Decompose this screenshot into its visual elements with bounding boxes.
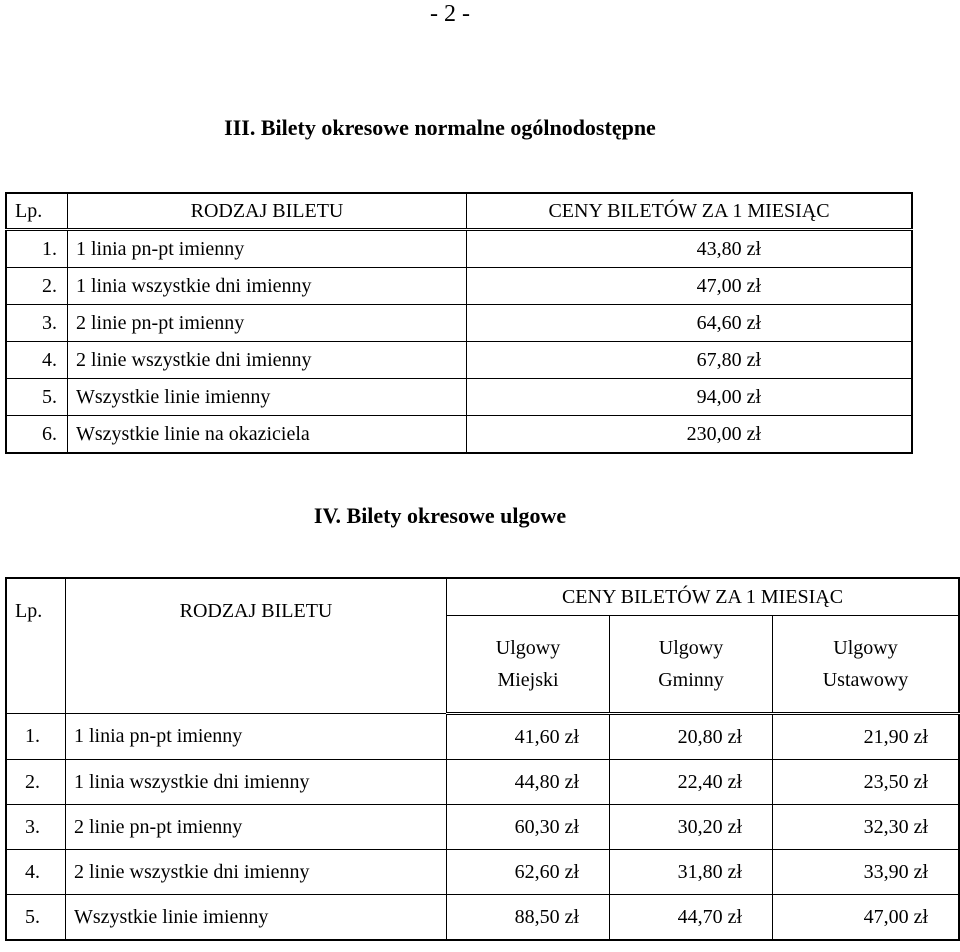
column-header-ustawowy-line2: Ustawowy [822,669,909,691]
row-ticket-type: 1 linia pn-pt imienny [66,714,447,760]
table-row [6,714,959,760]
row-lp: 6. [6,416,68,454]
row-lp: 5. [6,379,68,416]
column-header-price: CENY BILETÓW ZA 1 MIESIĄC [467,193,913,230]
column-header-miejski-line1: Ulgowy [495,637,561,659]
column-header-miejski [447,616,610,714]
row-ticket-type: 1 linia wszystkie dni imienny [68,268,467,305]
row-price-miejski: 62,60 zł [447,850,610,895]
column-header-miejski-line2: Miejski [497,669,559,691]
row-price: 43,80 zł [467,230,913,268]
column-header-ticket-type: RODZAJ BILETU [66,578,447,714]
row-price-miejski: 60,30 zł [447,805,610,850]
row-price-miejski: 88,50 zł [447,895,610,941]
row-price-gminny: 30,20 zł [610,805,773,850]
row-price-ustawowy: 33,90 zł [773,850,960,895]
row-ticket-type: 1 linia wszystkie dni imienny [66,760,447,805]
row-price-gminny: 44,70 zł [610,895,773,941]
table-row [6,379,912,416]
row-price: 230,00 zł [467,416,913,454]
row-lp: 3. [6,805,66,850]
row-lp: 2. [6,760,66,805]
row-lp: 2. [6,268,68,305]
row-ticket-type: 2 linie pn-pt imienny [66,805,447,850]
table-row [6,268,912,305]
row-price: 47,00 zł [467,268,913,305]
row-ticket-type: 2 linie pn-pt imienny [68,305,467,342]
column-header-lp: Lp. [6,578,66,714]
row-ticket-type: 2 linie wszystkie dni imienny [66,850,447,895]
page-number: - 2 - [430,1,470,27]
table-header-row [6,193,912,230]
row-lp: 3. [6,305,68,342]
column-header-ustawowy [773,616,960,714]
table-row [6,416,912,454]
table-row [6,760,959,805]
row-ticket-type: Wszystkie linie imienny [68,379,467,416]
column-header-ticket-type: RODZAJ BILETU [68,193,467,230]
row-lp: 1. [6,230,68,268]
table-row [6,230,912,268]
table-row [6,342,912,379]
row-price-ustawowy: 21,90 zł [773,714,960,760]
row-price-ustawowy: 32,30 zł [773,805,960,850]
column-header-ustawowy-line1: Ulgowy [833,637,898,659]
column-header-gminny-line1: Ulgowy [658,637,724,659]
row-ticket-type: Wszystkie linie imienny [66,895,447,941]
row-lp: 1. [6,714,66,760]
row-price-miejski: 41,60 zł [447,714,610,760]
row-ticket-type: 2 linie wszystkie dni imienny [68,342,467,379]
row-price: 94,00 zł [467,379,913,416]
normal-tickets-table [5,192,913,454]
table-header-group-row [6,578,959,616]
table-row [6,895,959,941]
row-lp: 5. [6,895,66,941]
column-header-gminny-line2: Gminny [658,669,724,691]
section-title-reduced-tickets: IV. Bilety okresowe ulgowe [313,503,567,528]
table-row [6,305,912,342]
row-lp: 4. [6,850,66,895]
column-header-gminny [610,616,773,714]
table-row [6,805,959,850]
row-price-ustawowy: 23,50 zł [773,760,960,805]
column-group-header-price: CENY BILETÓW ZA 1 MIESIĄC [447,578,960,616]
row-ticket-type: Wszystkie linie na okaziciela [68,416,467,454]
row-price: 67,80 zł [467,342,913,379]
row-lp: 4. [6,342,68,379]
row-price-ustawowy: 47,00 zł [773,895,960,941]
row-price: 64,60 zł [467,305,913,342]
section-title-normal-tickets: III. Bilety okresowe normalne ogólnodostępne [224,115,656,140]
row-ticket-type: 1 linia pn-pt imienny [68,230,467,268]
row-price-miejski: 44,80 zł [447,760,610,805]
row-price-gminny: 22,40 zł [610,760,773,805]
row-price-gminny: 20,80 zł [610,714,773,760]
table-row [6,850,959,895]
row-price-gminny: 31,80 zł [610,850,773,895]
column-header-lp: Lp. [6,193,68,230]
reduced-tickets-table [5,577,960,941]
